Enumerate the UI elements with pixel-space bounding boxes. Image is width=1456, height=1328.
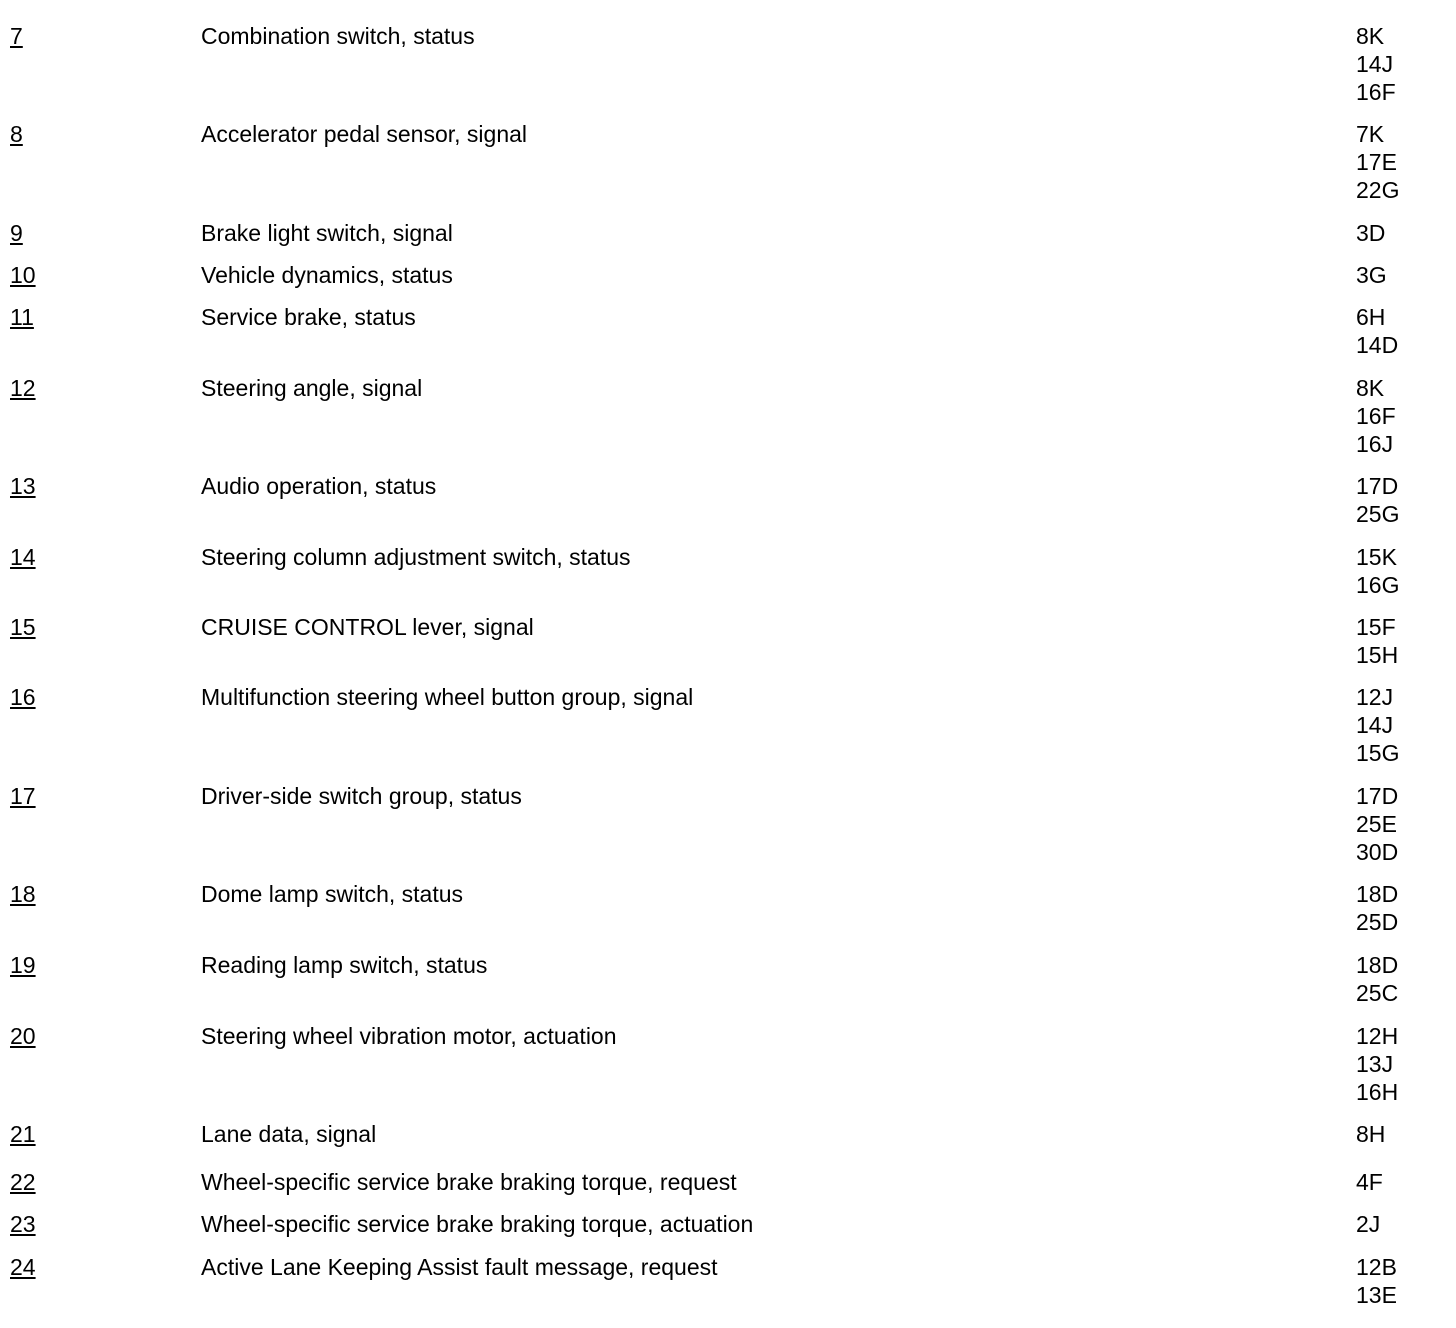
item-number-link[interactable]: 11 <box>10 304 34 330</box>
item-number-link[interactable]: 20 <box>10 1023 36 1049</box>
item-description: Brake light switch, signal <box>201 220 453 246</box>
item-number-link[interactable]: 19 <box>10 952 36 978</box>
grid-reference: 14J <box>1356 51 1394 77</box>
item-description: CRUISE CONTROL lever, signal <box>201 614 534 640</box>
grid-reference: 15H <box>1356 642 1399 668</box>
grid-reference: 25E <box>1356 811 1397 837</box>
item-number-link[interactable]: 22 <box>10 1169 36 1195</box>
item-number-link[interactable]: 23 <box>10 1211 36 1237</box>
grid-reference: 16J <box>1356 431 1394 457</box>
grid-references <box>1356 219 1385 247</box>
grid-reference: 3D <box>1356 220 1386 246</box>
item-description: Active Lane Keeping Assist fault message, request <box>201 1254 718 1280</box>
grid-references <box>1356 1168 1383 1196</box>
grid-reference: 6H <box>1356 304 1386 330</box>
grid-references <box>1356 374 1396 458</box>
grid-reference: 16G <box>1356 572 1400 598</box>
grid-reference: 30D <box>1356 839 1399 865</box>
grid-reference: 14J <box>1356 712 1394 738</box>
grid-reference: 4F <box>1356 1169 1383 1195</box>
item-number-link[interactable]: 13 <box>10 473 36 499</box>
item-description: Wheel-specific service brake braking torque, actuation <box>201 1211 754 1237</box>
grid-references <box>1356 1022 1398 1106</box>
item-number-link[interactable]: 8 <box>10 121 23 147</box>
grid-references <box>1356 261 1387 289</box>
grid-reference: 25G <box>1356 501 1400 527</box>
grid-reference: 16H <box>1356 1079 1399 1105</box>
item-number-link[interactable]: 9 <box>10 220 23 246</box>
grid-reference: 17D <box>1356 783 1399 809</box>
item-description: Driver-side switch group, status <box>201 783 522 809</box>
item-description: Reading lamp switch, status <box>201 952 488 978</box>
grid-reference: 3G <box>1356 262 1387 288</box>
list-item <box>0 543 1456 613</box>
grid-reference: 8H <box>1356 1121 1386 1147</box>
grid-reference: 15G <box>1356 740 1400 766</box>
grid-references <box>1356 120 1399 204</box>
grid-reference: 25D <box>1356 909 1399 935</box>
item-description: Steering angle, signal <box>201 375 423 401</box>
list-item <box>0 1120 1456 1168</box>
list-item <box>0 683 1456 782</box>
item-number-link[interactable]: 18 <box>10 881 36 907</box>
item-number-link[interactable]: 12 <box>10 375 36 401</box>
grid-references <box>1356 1120 1385 1148</box>
list-item <box>0 1022 1456 1120</box>
grid-reference: 16F <box>1356 403 1396 429</box>
grid-references <box>1356 1210 1380 1238</box>
signal-legend-list <box>0 22 1456 1313</box>
item-description: Service brake, status <box>201 304 416 330</box>
grid-reference: 17D <box>1356 473 1399 499</box>
item-description: Steering wheel vibration motor, actuation <box>201 1023 617 1049</box>
grid-reference: 12J <box>1356 684 1394 710</box>
grid-reference: 7K <box>1356 121 1385 147</box>
grid-references <box>1356 472 1399 528</box>
list-item <box>0 1253 1456 1313</box>
grid-reference: 8K <box>1356 375 1385 401</box>
item-description: Vehicle dynamics, status <box>201 262 453 288</box>
grid-references <box>1356 782 1398 866</box>
item-number-link[interactable]: 24 <box>10 1254 36 1280</box>
list-item <box>0 374 1456 472</box>
item-description: Multifunction steering wheel button group, signal <box>201 684 694 710</box>
grid-reference: 12H <box>1356 1023 1399 1049</box>
grid-reference: 8K <box>1356 23 1385 49</box>
item-number-link[interactable]: 10 <box>10 262 36 288</box>
grid-reference: 2J <box>1356 1211 1381 1237</box>
list-item <box>0 1168 1456 1210</box>
item-number-link[interactable]: 15 <box>10 614 36 640</box>
list-item <box>0 22 1456 120</box>
item-number-link[interactable]: 14 <box>10 544 36 570</box>
list-item <box>0 472 1456 543</box>
grid-references <box>1356 880 1398 936</box>
grid-references <box>1356 951 1398 1007</box>
grid-reference: 13J <box>1356 1051 1394 1077</box>
item-description: Audio operation, status <box>201 473 437 499</box>
item-description: Accelerator pedal sensor, signal <box>201 121 528 147</box>
list-item <box>0 303 1456 374</box>
grid-reference: 16F <box>1356 79 1396 105</box>
list-item <box>0 951 1456 1022</box>
item-description: Wheel-specific service brake braking torque, request <box>201 1169 737 1195</box>
grid-references <box>1356 543 1399 599</box>
grid-references <box>1356 303 1398 359</box>
grid-reference: 13E <box>1356 1282 1397 1308</box>
item-description: Dome lamp switch, status <box>201 881 464 907</box>
grid-references <box>1356 1253 1397 1309</box>
grid-reference: 17E <box>1356 149 1397 175</box>
item-number-link[interactable]: 16 <box>10 684 36 710</box>
list-item <box>0 219 1456 261</box>
grid-references <box>1356 683 1399 767</box>
list-item <box>0 1210 1456 1253</box>
list-item <box>0 880 1456 951</box>
grid-references <box>1356 22 1396 106</box>
list-item <box>0 120 1456 219</box>
grid-reference: 12B <box>1356 1254 1397 1280</box>
item-description: Combination switch, status <box>201 23 475 49</box>
grid-reference: 15K <box>1356 544 1397 570</box>
list-item <box>0 782 1456 880</box>
grid-reference: 18D <box>1356 952 1399 978</box>
grid-reference: 25C <box>1356 980 1399 1006</box>
item-description: Lane data, signal <box>201 1121 377 1147</box>
grid-references <box>1356 613 1398 669</box>
item-number-link[interactable]: 7 <box>10 23 23 49</box>
item-description: Steering column adjustment switch, status <box>201 544 631 570</box>
item-number-link[interactable]: 21 <box>10 1121 36 1147</box>
grid-reference: 15F <box>1356 614 1396 640</box>
grid-reference: 14D <box>1356 332 1399 358</box>
grid-reference: 18D <box>1356 881 1399 907</box>
item-number-link[interactable]: 17 <box>10 783 36 809</box>
grid-reference: 22G <box>1356 177 1400 203</box>
list-item <box>0 613 1456 683</box>
list-item <box>0 261 1456 303</box>
